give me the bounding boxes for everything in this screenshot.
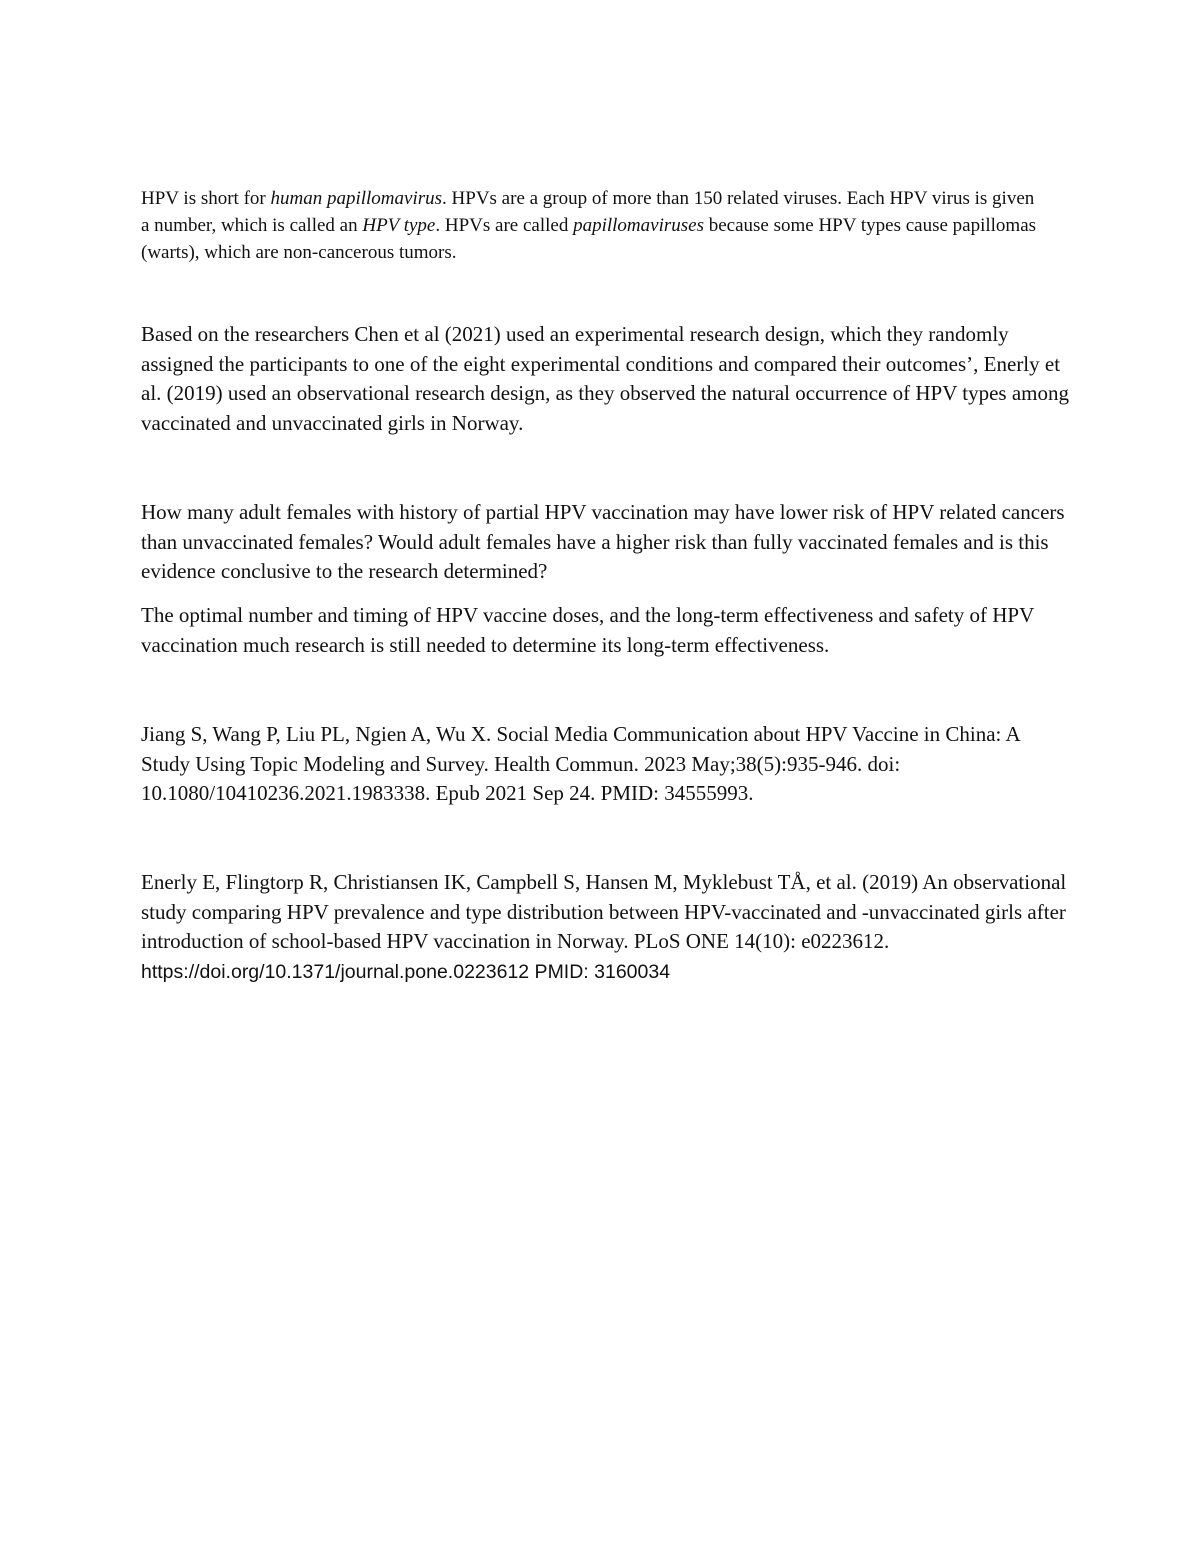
intro-text-4: because some HPV types cause papillomas (warts), which are non-cancerous tumors.	[141, 215, 1037, 263]
reference-enerly	[141, 868, 1071, 987]
intro-text-2: . HPVs are a group of more than 150 related viruses. Each HPV virus is given a number, which is called an	[141, 188, 1035, 236]
research-gap-paragraph: The optimal number and timing of HPV vaccine doses, and the long-term effectiveness and safety of HPV vaccination much research is still needed to determine its long-term effectiveness.	[141, 603, 1034, 657]
reference-enerly-doi: https://doi.org/10.1371/journal.pone.0223612 PMID: 3160034	[141, 960, 671, 983]
intro-term-human-papillomavirus: human papillomavirus	[270, 188, 443, 209]
hpv-definition-paragraph	[141, 185, 1041, 266]
research-design-paragraph: Based on the researchers Chen et al (2021) used an experimental research design, which they randomly assigned the participants to one of the eight experimental conditions and compared their outcomes’, Enerly et al. (2019) used an observational research design, as they observed the natural occurrence of HPV types among vaccinated and unvaccinated girls in Norway.	[141, 322, 1069, 435]
intro-term-papillomaviruses: papillomaviruses	[573, 215, 704, 236]
intro-text-1: HPV is short for	[141, 188, 271, 209]
research-question-paragraph: How many adult females with history of partial HPV vaccination may have lower risk of HPV related cancers than unvaccinated females? Would adult females have a higher risk than fully vaccinated females and is this evidence conclusive to the research determined?	[141, 500, 1065, 583]
reference-enerly-text: Enerly E, Flingtorp R, Christiansen IK, Campbell S, Hansen M, Myklebust TÅ, et al. (2019) An observational study comparing HPV prevalence and type distribution between HPV-vaccinated and -unvaccinated girls after introduction of school-based HPV vaccination in Norway. PLoS ONE 14(10): e0223612.	[141, 870, 1067, 953]
intro-term-hpv-type: HPV type	[362, 215, 436, 236]
intro-text-3: . HPVs are called	[435, 215, 574, 236]
reference-jiang: Jiang S, Wang P, Liu PL, Ngien A, Wu X. Social Media Communication about HPV Vaccine in China: A Study Using Topic Modeling and Survey. Health Commun. 2023 May;38(5):935-946. doi: 10.1080/10410236.2021.1983338. Epub 2021 Sep 24. PMID: 34555993.	[141, 722, 1020, 805]
